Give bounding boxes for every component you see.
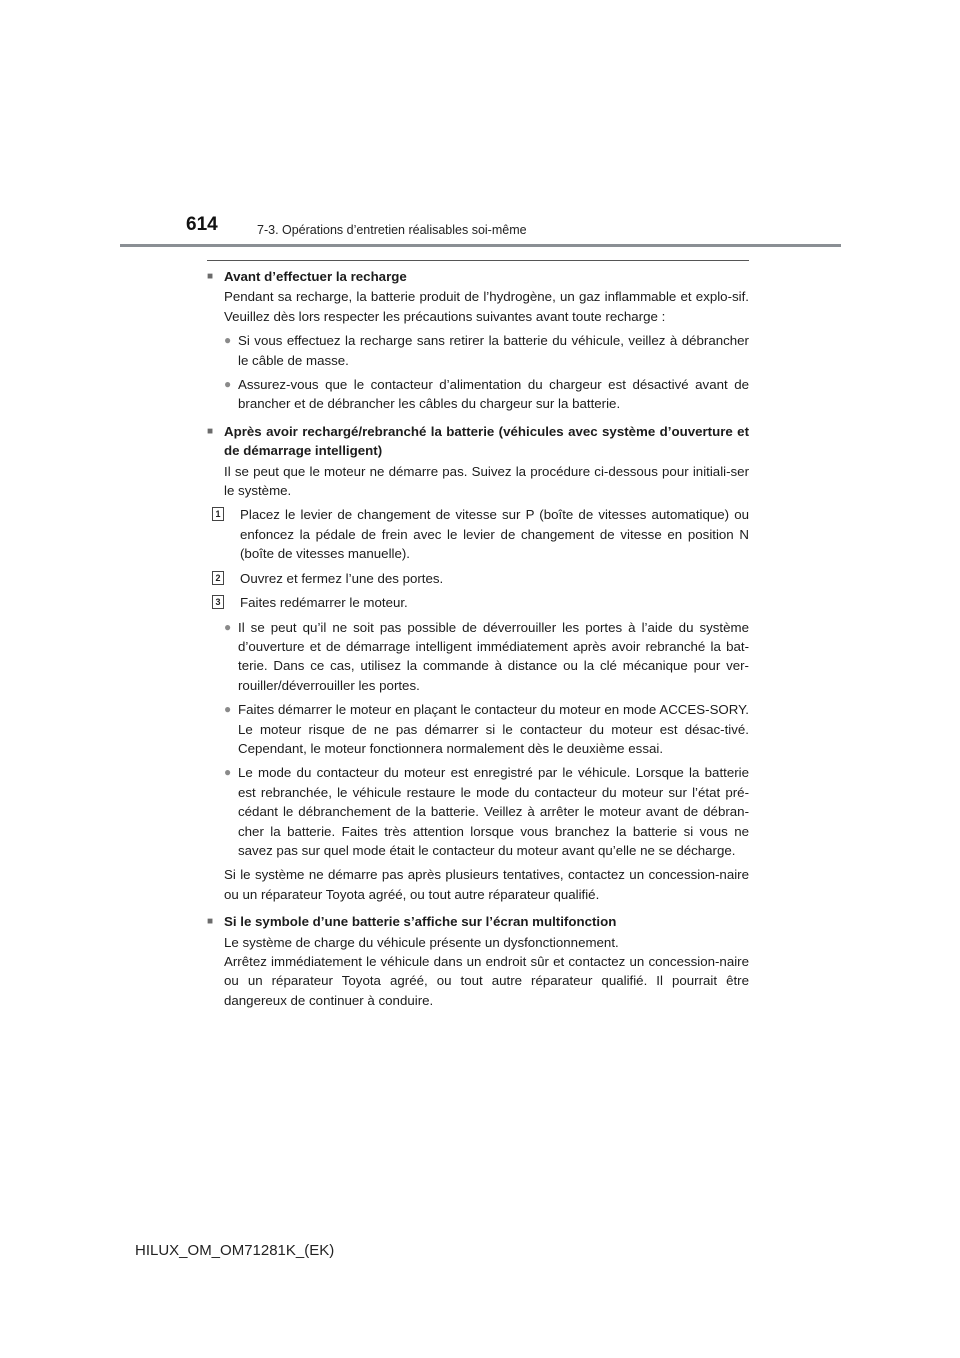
list-item (224, 375, 749, 414)
step-item (212, 569, 749, 588)
section-heading-text: Si le symbole d’une batterie s’affiche sur l’écran multifonction (224, 914, 617, 930)
step-item (212, 505, 749, 563)
section-heading (207, 267, 749, 286)
header-rule (120, 244, 841, 247)
circle-bullet-icon: ● (224, 702, 232, 717)
section-heading (207, 422, 749, 461)
section-heading-text: Avant d’effectuer la recharge (224, 269, 407, 284)
section-title: 7-3. Opérations d’entretien réalisables soi-même (257, 223, 527, 237)
step-item (212, 593, 749, 612)
paragraph: Il se peut que le moteur ne démarre pas. Suivez la procédure ci-dessous pour initiali-ser le système. (224, 463, 749, 499)
list-item-text: Il se peut qu’il ne soit pas possible de déverrouiller les portes à l’aide du système d’ouverture et de démarrage intelligent immédiatement après avoir rebranché la bat-terie. Dans ce cas, utilisez la commande à distance ou la clé mécanique pour ver-rouiller/déverrouiller les portes. (238, 619, 749, 693)
list-item (224, 331, 749, 370)
paragraph: Si le système ne démarre pas après plusieurs tentatives, contactez un concession-naire ou un réparateur Toyota agréé, ou tout autre réparateur qualifié. (224, 867, 749, 902)
document-code: HILUX_OM_OM71281K_(EK) (135, 1242, 335, 1259)
page-content (207, 260, 749, 1010)
content-top-rule (207, 260, 749, 261)
step-number: 3 (212, 595, 224, 609)
list-item-text: Si vous effectuez la recharge sans retirer la batterie du véhicule, veillez à débrancher le câble de masse. (238, 333, 749, 368)
list-item-text: Assurez-vous que le contacteur d’alimentation du chargeur est désactivé avant de brancher et de débrancher les câbles du chargeur sur la batterie. (238, 377, 749, 412)
step-text: Placez le levier de changement de vitesse sur P (boîte de vitesses automatique) ou enfoncez la pédale de frein avec le levier de changement de vitesse en position N (boîte de vitesses manuelle). (240, 507, 749, 562)
paragraph: Arrêtez immédiatement le véhicule dans un endroit sûr et contactez un concession-naire ou un réparateur Toyota agréé, ou tout autre réparateur qualifié. Il pourrait être dangereux de continuer à conduire. (224, 954, 749, 1008)
step-text: Ouvrez et fermez l’une des portes. (240, 570, 444, 586)
section-heading-text: Après avoir rechargé/rebranché la batterie (véhicules avec système d’ouverture et de démarrage intelligent) (224, 423, 749, 459)
square-bullet-icon: ■ (207, 425, 214, 437)
page-number: 614 (186, 214, 218, 235)
list-item (224, 618, 749, 696)
list-item (224, 763, 749, 860)
square-bullet-icon: ■ (207, 916, 214, 928)
step-number: 1 (212, 507, 224, 521)
step-number: 2 (212, 571, 224, 585)
circle-bullet-icon: ● (224, 377, 232, 392)
step-text: Faites redémarrer le moteur. (240, 595, 408, 611)
list-item (224, 700, 749, 758)
paragraph: Pendant sa recharge, la batterie produit de l’hydrogène, un gaz inflammable et explo-sif. Veuillez dès lors respecter les précautions suivantes avant toute recharge : (224, 289, 749, 324)
circle-bullet-icon: ● (224, 765, 232, 780)
circle-bullet-icon: ● (224, 619, 232, 634)
list-item-text: Le mode du contacteur du moteur est enregistré par le véhicule. Lorsque la batterie est rebranchée, le véhicule restaure le mode du contacteur du moteur sur l’état pré-cédant le débranchement de la batterie. Veillez à arrêter le moteur avant de débran-cher la batterie. Faites très attention lorsque vous branchez la batterie si vous ne savez pas sur quel mode était le contacteur du moteur avant qu’elle ne se décharge. (238, 765, 749, 858)
paragraph: Le système de charge du véhicule présente un dysfonctionnement. (224, 934, 619, 950)
circle-bullet-icon: ● (224, 333, 232, 348)
section-heading (207, 912, 749, 931)
list-item-text: Faites démarrer le moteur en plaçant le contacteur du moteur en mode ACCES-SORY. Le moteur risque de ne pas démarrer si le contacteur du moteur est désac-tivé. Cependant, le moteur fonctionnera normalement dès le deuxième essai. (238, 702, 749, 756)
square-bullet-icon: ■ (207, 271, 214, 282)
